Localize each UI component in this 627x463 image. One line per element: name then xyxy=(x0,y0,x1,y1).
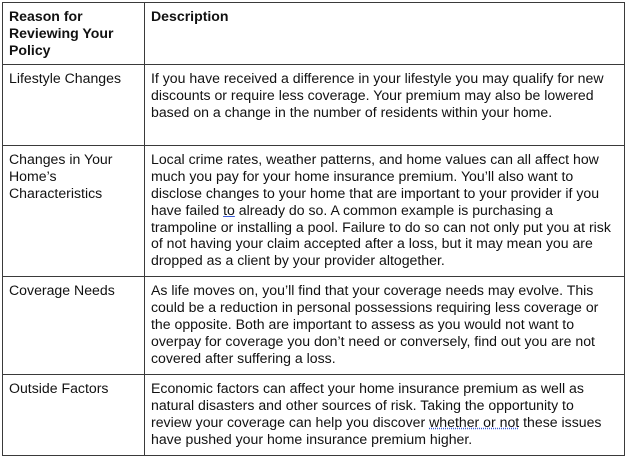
table-header-row xyxy=(3,3,625,65)
description-text: these issues have pushed your home insurance premium higher. xyxy=(151,413,602,447)
table-row xyxy=(3,375,625,456)
description-cell: As life moves on, you’ll find that your coverage needs may evolve. This could be a reduction in personal possessions requiring less coverage or the opposite. Both are important to assess as you would not want to overpay for coverage you don’t need or conversely, find out you are not covered after suffering a loss. xyxy=(145,277,625,375)
description-cell xyxy=(145,375,625,456)
reason-cell: Changes in Your Home’s Characteristics xyxy=(3,146,145,277)
reason-cell: Outside Factors xyxy=(3,375,145,456)
table-row xyxy=(3,65,625,146)
table-row xyxy=(3,277,625,375)
reason-cell: Coverage Needs xyxy=(3,277,145,375)
description-text: Economic factors can affect your home insurance premium as well as natural disasters and other sources of risk. Taking the opportunity to review your coverage can help you discover xyxy=(151,380,584,430)
description-text: already do so. A common example is purchasing a trampoline or installing a pool. Failure to do so can not only put you at risk of not having your claim accepted after a loss, but it may mean you are dropped as a client by your provider altogether. xyxy=(151,201,611,269)
table-row xyxy=(3,146,625,277)
grammar-flagged-phrase: whether or not xyxy=(429,413,520,430)
reason-cell: Lifestyle Changes xyxy=(3,65,145,146)
header-description: Description xyxy=(145,3,625,65)
description-cell xyxy=(145,146,625,277)
policy-review-table xyxy=(2,2,625,456)
grammar-flagged-word: to xyxy=(223,201,235,218)
description-cell: If you have received a difference in your lifestyle you may qualify for new discounts or require less coverage. Your premium may also be lowered based on a change in the number of residents within your home. xyxy=(145,65,625,146)
header-reason: Reason for Reviewing Your Policy xyxy=(3,3,145,65)
description-text: Local crime rates, weather patterns, and home values can all affect how much you pay for your home insurance premium. You’ll also want to disclose changes to your home that are important to your provider if you have failed xyxy=(151,151,600,218)
